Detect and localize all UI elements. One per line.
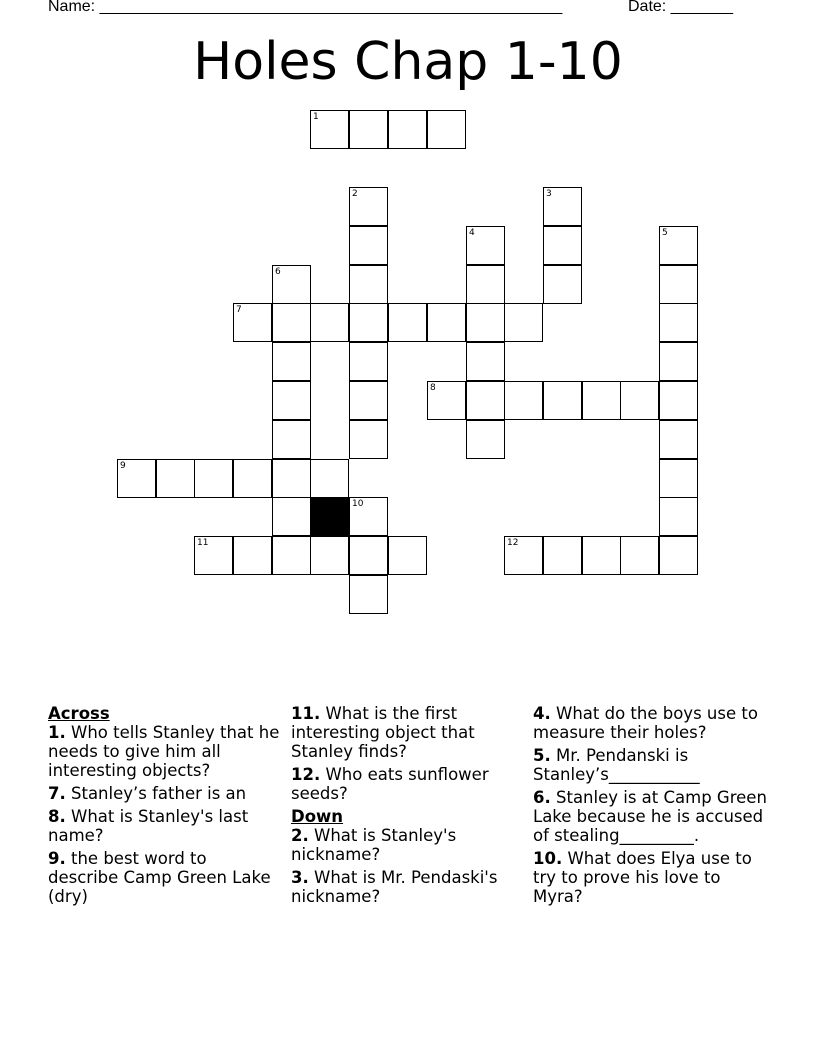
grid-cell[interactable] [349,536,388,575]
grid-cell[interactable] [659,536,698,575]
clues-column-2 [291,704,523,910]
grid-cell[interactable] [659,303,698,342]
grid-cell[interactable] [466,265,505,304]
grid-cell[interactable] [659,381,698,420]
grid-cell[interactable] [543,226,582,265]
grid-cell[interactable] [427,110,466,149]
grid-cell[interactable] [349,303,388,342]
clue-number: 7 [236,305,242,315]
clue-num: 7. [48,784,66,803]
clue-item [533,704,769,742]
clue-number: 5 [662,228,668,238]
grid-cell[interactable] [543,187,582,226]
clue-text: What is Stanley's nickname? [291,826,457,864]
grid-cell[interactable] [620,536,659,575]
clue-item [48,723,280,780]
clue-num: 1. [48,723,66,742]
black-cell [310,497,349,536]
grid-cell[interactable] [659,459,698,498]
grid-cell[interactable] [272,497,311,536]
grid-cell[interactable] [388,536,427,575]
grid-cell[interactable] [582,536,621,575]
clue-text: Stanley’s father is an [71,784,247,803]
grid-cell[interactable] [272,303,311,342]
clue-number: 10 [352,499,364,509]
grid-cell[interactable] [388,110,427,149]
name-line: Name: ____________________________________________________ [48,0,563,15]
clue-text: Who eats sunflower seeds? [291,765,489,803]
clue-number: 1 [313,112,319,122]
grid-cell[interactable] [233,536,272,575]
clue-item [533,788,769,845]
grid-cell[interactable] [194,536,233,575]
grid-cell[interactable] [466,381,505,420]
clue-num: 11. [291,704,321,723]
grid-cell[interactable] [582,381,621,420]
clue-num: 10. [533,849,563,868]
clue-num: 6. [533,788,551,807]
clue-item [291,765,523,803]
grid-cell[interactable] [349,420,388,459]
grid-cell[interactable] [427,303,466,342]
clue-num: 5. [533,746,551,765]
clue-number: 6 [275,267,281,277]
clue-num: 2. [291,826,309,845]
grid-cell[interactable] [272,265,311,304]
clue-item [291,868,523,906]
date-line: Date: _______ [628,0,733,15]
grid-cell[interactable] [427,381,466,420]
clue-number: 3 [546,189,552,199]
grid-cell[interactable] [466,303,505,342]
clues-column-3 [533,704,769,910]
grid-cell[interactable] [117,459,156,498]
grid-cell[interactable] [349,381,388,420]
grid-cell[interactable] [310,303,349,342]
grid-cell[interactable] [543,381,582,420]
grid-cell[interactable] [272,420,311,459]
grid-cell[interactable] [272,381,311,420]
clue-num: 3. [291,868,309,887]
grid-cell[interactable] [349,575,388,614]
clue-item [48,849,280,906]
clue-number: 2 [352,189,358,199]
grid-cell[interactable] [349,497,388,536]
grid-cell[interactable] [388,303,427,342]
clue-number: 9 [120,461,126,471]
grid-cell[interactable] [504,536,543,575]
clue-number: 11 [197,538,209,548]
across-heading: Across [48,704,110,723]
grid-cell[interactable] [466,420,505,459]
grid-cell[interactable] [466,342,505,381]
clue-number: 12 [507,538,519,548]
grid-cell[interactable] [349,110,388,149]
clues-column-1 [48,704,280,910]
clue-text: What is Mr. Pendaski's nickname? [291,868,498,906]
clue-text: What do the boys use to measure their holes? [533,704,758,742]
grid-cell[interactable] [659,226,698,265]
grid-cell[interactable] [310,536,349,575]
clue-num: 8. [48,807,66,826]
clue-num: 4. [533,704,551,723]
clue-text: Stanley is at Camp Green Lake because he is accused of stealing_________. [533,788,767,845]
grid-cell[interactable] [620,381,659,420]
grid-cell[interactable] [659,265,698,304]
grid-cell[interactable] [156,459,195,498]
clue-text: What does Elya use to try to prove his love to Myra? [533,849,752,906]
clue-text: Mr. Pendanski is Stanley’s___________ [533,746,700,784]
clue-text: the best word to describe Camp Green Lake (dry) [48,849,271,906]
grid-cell[interactable] [504,381,543,420]
grid-cell[interactable] [349,342,388,381]
clue-item [291,704,523,761]
grid-cell[interactable] [659,342,698,381]
grid-cell[interactable] [233,303,272,342]
grid-cell[interactable] [659,420,698,459]
grid-cell[interactable] [310,110,349,149]
grid-cell[interactable] [659,497,698,536]
clue-text: Who tells Stanley that he needs to give him all interesting objects? [48,723,280,780]
grid-cell[interactable] [466,226,505,265]
grid-cell[interactable] [543,265,582,304]
grid-cell[interactable] [349,226,388,265]
clue-num: 9. [48,849,66,868]
clue-text: What is the first interesting object that Stanley finds? [291,704,475,761]
grid-cell[interactable] [310,459,349,498]
clue-item [48,807,280,845]
grid-cell[interactable] [504,303,543,342]
clue-item [48,784,280,803]
page-title: Holes Chap 1-10 [193,32,623,92]
grid-cell[interactable] [349,265,388,304]
clue-item [533,746,769,784]
grid-cell[interactable] [272,536,311,575]
grid-cell[interactable] [349,187,388,226]
grid-cell[interactable] [272,342,311,381]
clue-number: 4 [469,228,475,238]
clue-number: 8 [430,383,436,393]
grid-cell[interactable] [194,459,233,498]
grid-cell[interactable] [272,459,311,498]
clue-item [533,849,769,906]
clue-num: 12. [291,765,321,784]
clue-item [291,826,523,864]
clue-text: What is Stanley's last name? [48,807,249,845]
grid-cell[interactable] [233,459,272,498]
down-heading: Down [291,807,344,826]
grid-cell[interactable] [543,536,582,575]
